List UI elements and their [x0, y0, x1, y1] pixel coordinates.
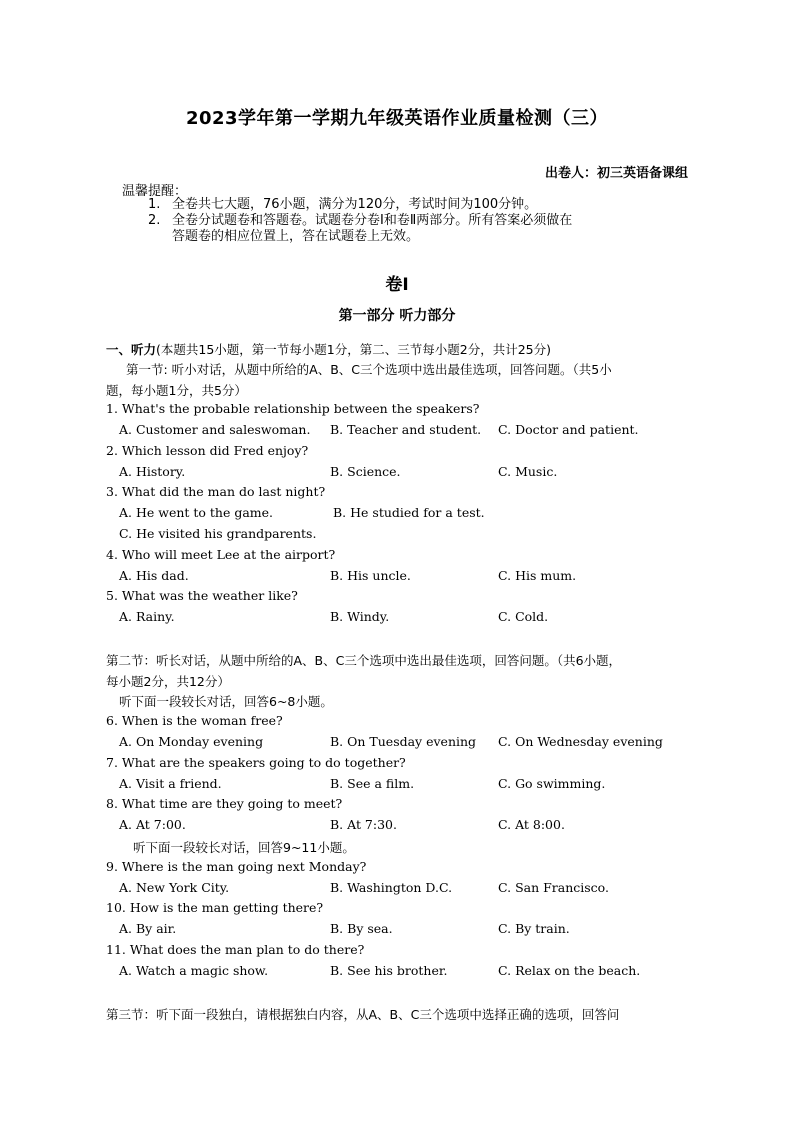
option-a: A. At 7:00.: [119, 817, 186, 832]
option-b: B. Teacher and student.: [330, 422, 482, 437]
option-c: C. On Wednesday evening: [498, 734, 663, 749]
reminder-item: [148, 213, 572, 245]
option-a: A. By air.: [119, 921, 177, 936]
subsection-instruction: 第三节：听下面一段独白，请根据独白内容，从A、B、C三个选项中选择正确的选项，回答问: [106, 1007, 620, 1022]
subsection-instruction-cont: 每小题2分，共12分）: [106, 674, 230, 689]
option-b: B. Washington D.C.: [330, 880, 453, 895]
page-title: 2023学年第一学期九年级英语作业质量检测（三）: [185, 108, 609, 129]
dialogue-instruction: 听下面一段较长对话，回答9~11小题。: [133, 840, 355, 855]
question: 7. What are the speakers going to do together?: [106, 755, 406, 770]
option-b: B. At 7:30.: [330, 817, 397, 832]
reminder-continuation: 答题卷的相应位置上，答在试题卷上无效。: [172, 229, 420, 244]
option-c: C. Doctor and patient.: [498, 422, 639, 437]
option-b: B. His uncle.: [330, 568, 411, 583]
question: 8. What time are they going to meet?: [106, 796, 343, 811]
reminder-number: 2.: [148, 213, 161, 228]
option-c: C. He visited his grandparents.: [119, 526, 317, 541]
option-c: C. At 8:00.: [498, 817, 565, 832]
section-heading: [106, 340, 551, 358]
option-a: A. He went to the game.: [119, 505, 274, 520]
option-b: B. On Tuesday evening: [330, 734, 477, 749]
option-a: A. Watch a magic show.: [119, 963, 269, 978]
question: 2. Which lesson did Fred enjoy?: [106, 443, 309, 458]
question: 6. When is the woman free?: [106, 713, 283, 728]
part-heading: 第一部分 听力部分: [338, 308, 456, 324]
question: 5. What was the weather like?: [106, 588, 298, 603]
option-c: C. Relax on the beach.: [498, 963, 641, 978]
subsection-instruction-cont: 题，每小题1分，共5分）: [106, 383, 247, 398]
volume-heading: 卷Ⅰ: [385, 275, 409, 295]
option-c: C. Music.: [498, 464, 558, 479]
question: 9. Where is the man going next Monday?: [106, 859, 367, 874]
option-b: B. Science.: [330, 464, 401, 479]
author-line: 出卷人：初三英语备课组: [544, 166, 688, 181]
option-a: A. Customer and saleswoman.: [119, 422, 311, 437]
question: 4. Who will meet Lee at the airport?: [106, 547, 336, 562]
reminder-item: [148, 197, 537, 213]
question: 3. What did the man do last night?: [106, 484, 326, 499]
option-b: B. By sea.: [330, 921, 393, 936]
question: 10. How is the man getting there?: [106, 900, 324, 915]
option-a: A. New York City.: [119, 880, 230, 895]
question: 1. What's the probable relationship between the speakers?: [106, 401, 480, 416]
option-c: C. Cold.: [498, 609, 549, 624]
option-a: A. On Monday evening: [119, 734, 264, 749]
subsection-instruction: 第二节：听长对话，从题中所给的A、B、C三个选项中选出最佳选项，回答问题。（共6小题，: [106, 653, 622, 668]
reminder-label: 温馨提醒：: [122, 184, 188, 199]
section-heading-rest: (本题共15小题，第一节每小题1分，第二、三节每小题2分，共计25分): [156, 342, 551, 357]
option-a: A. Rainy.: [119, 609, 175, 624]
reminder-number: 1.: [148, 197, 161, 212]
section-heading-bold: 一、听力: [106, 342, 157, 357]
dialogue-instruction: 听下面一段较长对话，回答6~8小题。: [119, 694, 333, 709]
option-b: B. See a film.: [330, 776, 415, 791]
option-b: B. Windy.: [330, 609, 390, 624]
question: 11. What does the man plan to do there?: [106, 942, 365, 957]
option-b: B. He studied for a test.: [333, 505, 485, 520]
option-c: C. His mum.: [498, 568, 577, 583]
option-c: C. San Francisco.: [498, 880, 609, 895]
reminder-text: 全卷分试题卷和答题卷。试题卷分卷Ⅰ和卷Ⅱ两部分。所有答案必须做在: [172, 213, 573, 228]
option-c: C. By train.: [498, 921, 570, 936]
option-a: A. His dad.: [119, 568, 189, 583]
reminder-text: 全卷共七大题，76小题，满分为120分，考试时间为100分钟。: [172, 197, 538, 212]
option-a: A. History.: [119, 464, 186, 479]
option-b: B. See his brother.: [330, 963, 448, 978]
subsection-instruction: 第一节: 听小对话，从题中所给的A、B、C三个选项中选出最佳选项，回答问题。（共5小: [126, 362, 612, 377]
option-c: C. Go swimming.: [498, 776, 606, 791]
option-a: A. Visit a friend.: [119, 776, 222, 791]
